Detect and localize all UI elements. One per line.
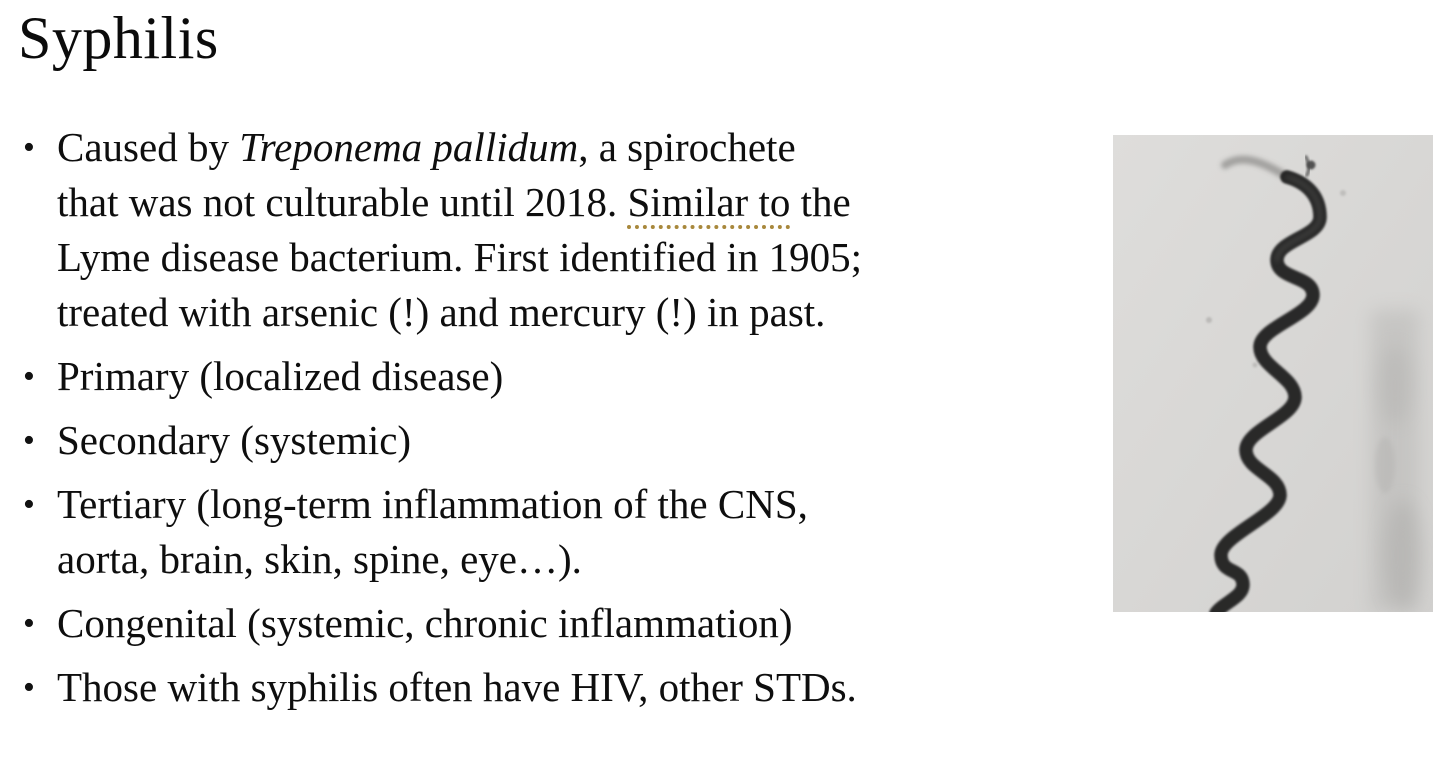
text-segment: , a spirochete	[578, 124, 796, 170]
bullet-list	[20, 120, 1105, 715]
bullet-text	[57, 596, 1105, 651]
bullet-icon: •	[23, 605, 35, 642]
spirochete-illustration	[1113, 135, 1433, 612]
bullet-icon: •	[23, 129, 35, 166]
bullet-item-tertiary	[20, 477, 1105, 587]
bullet-item-hiv-stds	[20, 660, 1105, 715]
bullet-icon: •	[23, 669, 35, 706]
bullet-text-line: Primary (localized disease)	[57, 353, 504, 399]
bullet-icon: •	[23, 358, 35, 395]
bullet-item-caused-by	[20, 120, 1105, 340]
spellcheck-underlined-text: Similar to	[627, 179, 790, 229]
bullet-text-line: Tertiary (long-term inflammation of the CNS,	[57, 481, 808, 527]
species-name-italic: Treponema pallidum	[239, 124, 579, 170]
slide-title: Syphilis	[18, 5, 219, 71]
text-segment: that was not culturable until 2018.	[57, 179, 628, 225]
bullet-text	[57, 413, 1105, 468]
bullet-text	[57, 120, 1105, 340]
bullet-text-line: Lyme disease bacterium. First identified in 1905;	[57, 234, 863, 280]
bullet-text-line: Those with syphilis often have HIV, other STDs.	[57, 664, 857, 710]
bullet-text-line	[57, 120, 1105, 175]
bullet-item-secondary	[20, 413, 1105, 468]
bullet-icon: •	[23, 422, 35, 459]
bullet-text-line: treated with arsenic (!) and mercury (!) in past.	[57, 289, 826, 335]
bullet-icon: •	[23, 486, 35, 523]
bullet-text	[57, 349, 1105, 404]
bullet-text-line: Congenital (systemic, chronic inflammation)	[57, 600, 793, 646]
spirochete-micrograph-image	[1113, 135, 1433, 612]
bullet-text-line: aorta, brain, skin, spine, eye…).	[57, 536, 582, 582]
bullet-text-line: Secondary (systemic)	[57, 417, 412, 463]
bullet-item-primary	[20, 349, 1105, 404]
bullet-item-congenital	[20, 596, 1105, 651]
text-segment: the	[790, 179, 851, 225]
bullet-text-line	[57, 175, 1105, 230]
text-segment: Caused by	[57, 124, 240, 170]
bullet-text	[57, 477, 1105, 587]
bullet-text	[57, 660, 1105, 715]
